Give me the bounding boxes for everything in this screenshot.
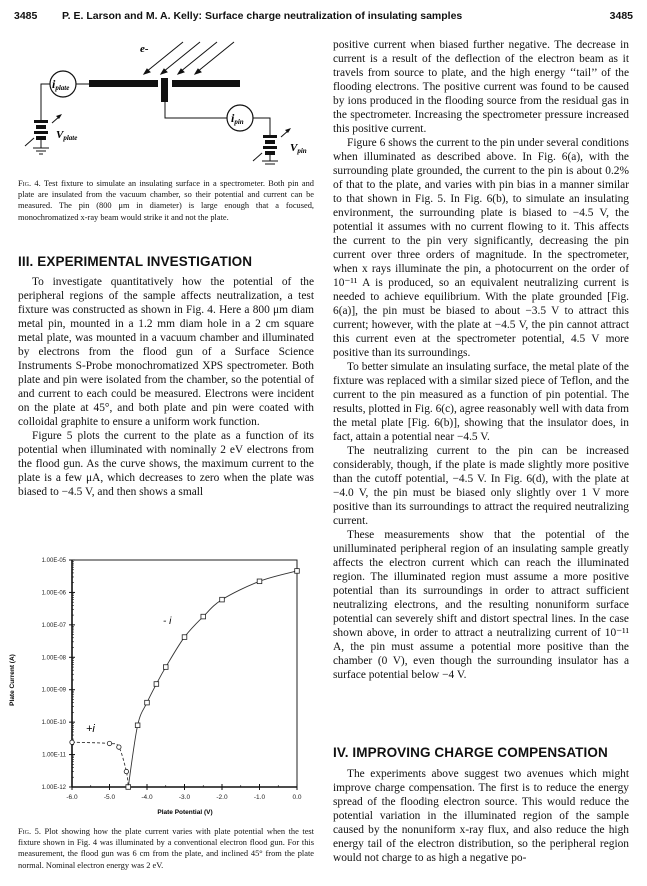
y-tick-label: 1.00E-06	[41, 590, 66, 597]
x-axis-label: Plate Potential (V)	[157, 809, 213, 816]
data-point-circle	[117, 745, 121, 749]
y-tick-label: 1.00E-10	[41, 720, 66, 727]
data-point-square	[257, 579, 262, 584]
caption-text: Plot showing how the plate current varies with plate potential when the test fixture shown in Fig. 4 was illuminated by a conventional electron flood gun. For this measurement, the flood gun was 6 cm from the plate, and inclined 45° from the plate normal. Nominal electron energy was 2 eV.	[18, 827, 315, 870]
data-point-square	[163, 665, 168, 670]
data-point-square	[220, 597, 225, 602]
y-tick-label: 1.00E-08	[41, 655, 66, 662]
pin	[161, 78, 168, 102]
i-plate-label: iplate	[52, 77, 70, 92]
plate-left	[89, 80, 158, 87]
electron-beam-arrows	[144, 42, 234, 74]
caption-text: Test fixture to simulate an insulating surface in a spectrometer. Both pin and plate are insulated from the vacuum chamber, so their potential and current can be measured. The pin (800 μm in diameter) is large enough that a focused, monochromatized x-ray beam would strike it and not the plate.	[18, 179, 314, 222]
caption-label: Fig. 4.	[18, 179, 41, 188]
x-tick-label: 0.0	[292, 794, 302, 801]
data-point-square	[201, 614, 206, 619]
data-point-square	[145, 700, 150, 705]
battery-pin-icon	[263, 135, 277, 155]
paragraph: Figure 5 plots the current to the plate as a function of its potential when illuminated with nominally 2 eV electrons from the flood gun. As the curve shows, the maximum current to the plate is a few μA, which decreases to zero when the plate was biased to −4.5 V, and then shows a small	[18, 430, 314, 498]
paragraph: These measurements show that the potential of the unilluminated peripheral region of an insulating sample greatly affects the electron current which can reach the illuminated region. The illuminated region must assume a more positive potential than its surroundings in order to attract sufficient neutralizing electrons, and the resulting nonuniform surface potential can severely shift and distort spectral lines. In the case shown above, in order to attract a neutralizing current of 10⁻¹¹ A, the pin must assume a potential more positive than the chamber (0 V), even though the surrounding insulator has a surface potential below −4 V.	[333, 529, 629, 681]
plate-current-chart	[0, 548, 330, 818]
i-pin-label: ipin	[231, 111, 244, 126]
section-4-body	[333, 767, 629, 865]
figure-4-caption	[18, 178, 314, 223]
section-3-body	[18, 275, 314, 499]
caption-label: Fig. 5.	[18, 827, 41, 836]
x-tick-label: -4.0	[141, 794, 153, 801]
paragraph: The experiments above suggest two avenues which might improve charge compensation. The first is to reduce the energy spread of the flooding electron source. This would reduce the potential variation in the illuminated region of the sample caused by the nonuniform x-ray flux, and also reduce the high energy tail of the electron distribution, so the peripheral region would not charge to as high a negative po-	[333, 768, 629, 864]
x-tick-label: -3.0	[178, 794, 191, 801]
y-tick-label: 1.00E-07	[41, 622, 66, 629]
running-title: P. E. Larson and M. A. Kelly: Surface charge neutralization of insulating samples	[62, 10, 463, 22]
paragraph: To better simulate an insulating surface, the metal plate of the fixture was replaced with a similar sized piece of Teflon, and the current to the pin measured as a function of pin potential. The results, plotted in Fig. 6(c), agree reasonably well with data from the metal plate [Fig. 6(b)], showing that the insulator does, in fact, attain a potential near −4.5 V.	[333, 361, 629, 443]
data-point-square	[154, 682, 159, 687]
series-line-minus-i	[128, 571, 297, 787]
section-heading-improving: IV. IMPROVING CHARGE COMPENSATION	[333, 745, 608, 760]
x-tick-label: -1.0	[253, 794, 266, 801]
y-tick-label: 1.00E-12	[41, 785, 66, 791]
annotation-plus-i: +i	[86, 723, 95, 735]
y-axis-label: Plate Current (A)	[9, 654, 16, 706]
data-point-square	[182, 635, 187, 640]
data-point-square	[135, 723, 140, 728]
page-number-right: 3485	[609, 10, 633, 22]
v-pin-label: Vpin	[290, 142, 307, 155]
x-tick-label: -6.0	[66, 794, 78, 801]
paragraph: Figure 6 shows the current to the pin under several conditions when illuminated as described above. In Fig. 6(a), with the surrounding plate grounded, the current to the pin is about 0.2% of that to the plate, and varies with pin bias in a manner similar to that shown in Fig. 5. In Fig. 6(b), to simulate an insulating environment, the surrounding plate is biased to −4.5 V, the potential it assumes with no current flowing to it. This affects the current to the pin very significantly, decreasing the pin current over three orders of magnitude. In the spectrometer, when x rays illuminate the pin, a photocurrent on the order of 10⁻¹¹ A is produced, so an equivalent neutralizing current is needed to achieve equilibrium. With the plate grounded [Fig. 6(a)], the pin must be biased to about −3.5 V to attract this current; however, with the plate at −4.5 V, the pin cannot attract this current even at the spectrometer potential, 4.5 V more positive than its surroundings.	[333, 137, 629, 359]
y-tick-label: 1.00E-09	[41, 687, 66, 694]
v-plate-label: Vplate	[56, 129, 78, 142]
x-tick-label: -5.0	[103, 794, 116, 801]
y-tick-label: 1.00E-05	[41, 558, 66, 564]
page-number-left: 3485	[14, 10, 38, 22]
running-header	[14, 10, 633, 24]
figure-5-caption	[18, 826, 314, 871]
y-tick-label: 1.00E-11	[42, 752, 66, 759]
plate-right	[172, 80, 240, 87]
electron-label: e-	[140, 43, 149, 55]
right-column-body	[333, 38, 629, 682]
figure-4-schematic	[0, 38, 330, 168]
plot-frame	[72, 560, 297, 787]
section-heading-experimental: III. EXPERIMENTAL INVESTIGATION	[18, 254, 253, 269]
figure-5-chart	[0, 548, 330, 818]
data-point-circle	[107, 741, 111, 745]
data-point-circle	[124, 769, 128, 773]
paragraph: The neutralizing current to the pin can be increased considerably, though, if the plate is made slightly more positive than the cutoff potential, −4.5 V. In Fig. 6(d), with the plate at −4.0 V, the pin must be biased only slightly over 1 V more positive than its surroundings to attract the required neutralizing current.	[333, 445, 629, 527]
x-tick-label: -2.0	[216, 794, 228, 801]
paragraph: To investigate quantitatively how the potential of the peripheral regions of the sample affects neutralization, a test fixture was constructed as shown in Fig. 4. Here a 800 μm diam metal pin, mounted in a 1.2 mm diam hole in a 2 cm square metal plate, was mounted in a vacuum chamber and illuminated by electrons from the flood gun of a Surface Science Instruments S-Probe monochromatized XPS spectrometer. Both plate and pin were isolated from the chamber, so the potential of and current to each could be measured. Electrons were incident on the plate at 45°, and both plate and pin were coated with colloidal graphite to ensure a uniform work function.	[18, 276, 314, 428]
annotation-minus-i: - i	[163, 616, 172, 627]
data-point-square	[295, 569, 300, 574]
data-point-circle	[70, 740, 74, 744]
battery-plate-icon	[34, 120, 48, 140]
paragraph: positive current when biased further negative. The decrease in current is a result of the deflection of the electron beam as it travels from source to plate, and the high energy ‘‘tail’’ of the flooding electrons. The positive current was found to be caused by ions produced in the flooding source from the residual gas in the spectrometer. Increasing the spectrometer pressure increased this positive current.	[333, 39, 629, 135]
